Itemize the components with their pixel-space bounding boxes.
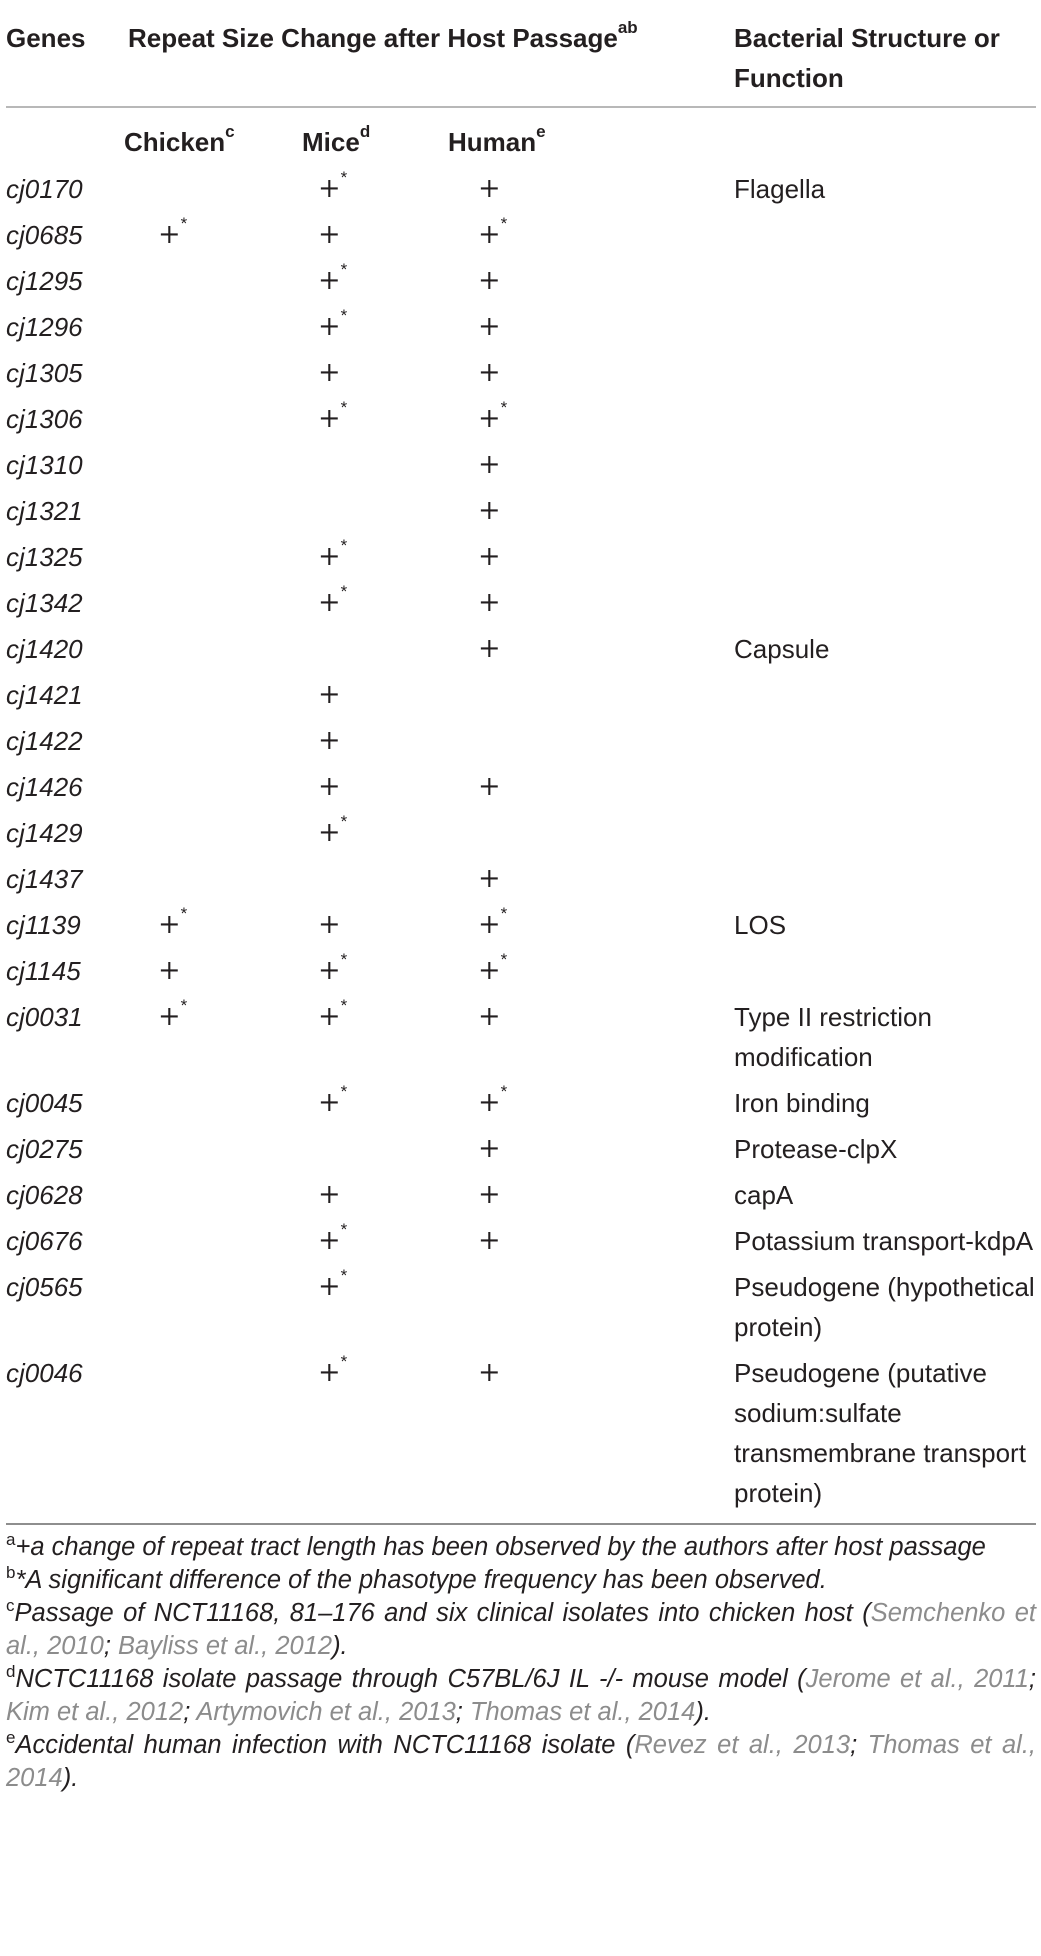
citation-link[interactable]: Kim et al., 2012 bbox=[6, 1698, 184, 1726]
citation-link[interactable]: Jerome et al., 2011 bbox=[805, 1665, 1029, 1693]
gene-cell: cj1296 bbox=[6, 312, 83, 342]
chicken-change-mark: + bbox=[158, 909, 181, 940]
gene-cell: cj1437 bbox=[6, 864, 83, 894]
human-cell bbox=[436, 488, 732, 534]
function-cell: Iron binding bbox=[734, 1088, 870, 1118]
chicken-cell bbox=[116, 1080, 276, 1126]
human-change-mark: + bbox=[478, 863, 501, 894]
table-row bbox=[6, 258, 1036, 304]
human-change-mark: + bbox=[478, 771, 501, 802]
gene-cell: cj1295 bbox=[6, 266, 83, 296]
human-cell bbox=[436, 304, 732, 350]
mice-cell bbox=[276, 1218, 436, 1264]
mice-change-mark: + bbox=[318, 173, 341, 204]
human-change-mark: + bbox=[478, 357, 501, 388]
chicken-change-mark: + bbox=[158, 1001, 181, 1032]
human-change-mark: + bbox=[478, 311, 501, 342]
table-row bbox=[6, 212, 1036, 258]
function-cell bbox=[732, 810, 1036, 856]
citation-link[interactable]: Thomas et al., 2014 bbox=[6, 1731, 1036, 1792]
gene-cell: cj0685 bbox=[6, 220, 83, 250]
human-significance-mark: * bbox=[500, 398, 508, 417]
human-cell bbox=[436, 1172, 732, 1218]
mice-significance-mark: * bbox=[340, 1352, 348, 1371]
chicken-cell bbox=[116, 1172, 276, 1218]
mice-change-mark: + bbox=[318, 357, 341, 388]
table-row bbox=[6, 672, 1036, 718]
chicken-cell bbox=[116, 994, 276, 1080]
chicken-cell bbox=[116, 1264, 276, 1350]
table-row bbox=[6, 718, 1036, 764]
mice-change-mark: + bbox=[318, 219, 341, 250]
human-cell bbox=[436, 902, 732, 948]
mice-cell bbox=[276, 350, 436, 396]
mice-significance-mark: * bbox=[340, 812, 348, 831]
function-cell: Type II restriction modification bbox=[734, 1002, 932, 1072]
mice-cell bbox=[276, 718, 436, 764]
mice-cell bbox=[276, 1264, 436, 1350]
human-cell bbox=[436, 212, 732, 258]
mice-significance-mark: * bbox=[340, 168, 348, 187]
human-cell bbox=[436, 672, 732, 718]
chicken-cell bbox=[116, 948, 276, 994]
mice-cell bbox=[276, 534, 436, 580]
function-cell bbox=[732, 258, 1036, 304]
gene-cell: cj0031 bbox=[6, 1002, 83, 1032]
mice-change-mark: + bbox=[318, 771, 341, 802]
mice-change-mark: + bbox=[318, 955, 341, 986]
mice-cell bbox=[276, 810, 436, 856]
chicken-cell bbox=[116, 672, 276, 718]
human-cell bbox=[436, 1126, 732, 1172]
table-row bbox=[6, 1080, 1036, 1126]
human-cell bbox=[436, 994, 732, 1080]
human-cell bbox=[436, 1350, 732, 1524]
chicken-cell bbox=[116, 626, 276, 672]
human-cell bbox=[436, 580, 732, 626]
human-significance-mark: * bbox=[500, 950, 508, 969]
header-human: Human$^e$ bbox=[448, 122, 546, 157]
chicken-cell bbox=[116, 580, 276, 626]
header-mice: Mice$^d$ bbox=[302, 122, 371, 157]
footnote-a: $^a$+a change of repeat tract length has been observed by the authors after host passage bbox=[6, 1530, 986, 1561]
function-cell bbox=[732, 534, 1036, 580]
gene-cell: cj1305 bbox=[6, 358, 83, 388]
table-row bbox=[6, 534, 1036, 580]
mice-cell bbox=[276, 396, 436, 442]
mice-change-mark: + bbox=[318, 403, 341, 434]
table-row bbox=[6, 304, 1036, 350]
chicken-cell bbox=[116, 258, 276, 304]
table-row bbox=[6, 1218, 1036, 1264]
mice-significance-mark: * bbox=[340, 1082, 348, 1101]
table-row bbox=[6, 1172, 1036, 1218]
mice-cell bbox=[276, 442, 436, 488]
mice-cell bbox=[276, 258, 436, 304]
chicken-cell bbox=[116, 442, 276, 488]
chicken-significance-mark: * bbox=[180, 904, 188, 923]
table-row bbox=[6, 948, 1036, 994]
function-cell: capA bbox=[734, 1180, 794, 1210]
chicken-cell bbox=[116, 166, 276, 212]
gene-cell: cj0275 bbox=[6, 1134, 83, 1164]
human-cell bbox=[436, 1264, 732, 1350]
table-row bbox=[6, 810, 1036, 856]
header-structure: Bacterial Structure or Function bbox=[734, 23, 1000, 93]
mice-cell bbox=[276, 764, 436, 810]
mice-change-mark: + bbox=[318, 1179, 341, 1210]
mice-change-mark: + bbox=[318, 679, 341, 710]
table-row bbox=[6, 442, 1036, 488]
mice-cell bbox=[276, 626, 436, 672]
chicken-change-mark: + bbox=[158, 219, 181, 250]
citation-link[interactable]: Thomas et al., 2014 bbox=[469, 1698, 696, 1726]
mice-cell bbox=[276, 1172, 436, 1218]
human-cell bbox=[436, 948, 732, 994]
function-cell bbox=[732, 212, 1036, 258]
function-cell bbox=[732, 396, 1036, 442]
footnotes bbox=[6, 1525, 1036, 1795]
gene-cell: cj0628 bbox=[6, 1180, 83, 1210]
table-row bbox=[6, 350, 1036, 396]
human-change-mark: + bbox=[478, 1225, 501, 1256]
human-change-mark: + bbox=[478, 219, 501, 250]
gene-cell: cj1421 bbox=[6, 680, 83, 710]
gene-cell: cj1426 bbox=[6, 772, 83, 802]
gene-cell: cj1342 bbox=[6, 588, 83, 618]
mice-cell bbox=[276, 856, 436, 902]
human-change-mark: + bbox=[478, 173, 501, 204]
table-body bbox=[6, 166, 1036, 1524]
mice-change-mark: + bbox=[318, 817, 341, 848]
function-cell: Flagella bbox=[734, 174, 826, 204]
gene-cell: cj0045 bbox=[6, 1088, 83, 1118]
chicken-cell bbox=[116, 212, 276, 258]
mice-change-mark: + bbox=[318, 909, 341, 940]
table-row bbox=[6, 488, 1036, 534]
mice-cell bbox=[276, 994, 436, 1080]
gene-cell: cj1429 bbox=[6, 818, 83, 848]
chicken-cell bbox=[116, 304, 276, 350]
citation-link[interactable]: Semchenko et al., 2010 bbox=[6, 1599, 1036, 1660]
function-cell: Capsule bbox=[734, 634, 830, 664]
mice-change-mark: + bbox=[318, 541, 341, 572]
chicken-significance-mark: * bbox=[180, 996, 188, 1015]
human-significance-mark: * bbox=[500, 214, 508, 233]
human-cell bbox=[436, 626, 732, 672]
header-chicken: Chicken$^c$ bbox=[124, 122, 235, 157]
footnote-b: $^b$*A significant difference of the phasotype frequency has been observed. bbox=[6, 1563, 827, 1594]
chicken-cell bbox=[116, 902, 276, 948]
human-change-mark: + bbox=[478, 541, 501, 572]
gene-repeat-table bbox=[6, 0, 1036, 1525]
human-cell bbox=[436, 258, 732, 304]
gene-cell: cj1310 bbox=[6, 450, 83, 480]
footnote-d: $^d$NCTC11168 isolate passage through C57BL/6J IL -/- mouse model (Jerome et al., 2011; Kim et al., 2012; Artymovich et al., 2013; Thomas et al., 2014). bbox=[6, 1662, 1036, 1726]
table-row bbox=[6, 1264, 1036, 1350]
gene-cell: cj1422 bbox=[6, 726, 83, 756]
chicken-cell bbox=[116, 856, 276, 902]
human-significance-mark: * bbox=[500, 904, 508, 923]
mice-change-mark: + bbox=[318, 265, 341, 296]
function-cell bbox=[732, 304, 1036, 350]
mice-cell bbox=[276, 1350, 436, 1524]
human-change-mark: + bbox=[478, 1357, 501, 1388]
human-cell bbox=[436, 350, 732, 396]
chicken-cell bbox=[116, 1126, 276, 1172]
gene-cell: cj0170 bbox=[6, 174, 83, 204]
gene-cell: cj0046 bbox=[6, 1358, 83, 1388]
footnote-c: $^c$Passage of NCT11168, 81–176 and six clinical isolates into chicken host (Semchenko et al., 2010; Bayliss et al., 2012). bbox=[6, 1596, 1036, 1660]
function-cell bbox=[732, 856, 1036, 902]
function-cell: LOS bbox=[734, 910, 787, 940]
gene-cell: cj0565 bbox=[6, 1272, 83, 1302]
human-cell bbox=[436, 1218, 732, 1264]
human-cell bbox=[436, 718, 732, 764]
human-cell bbox=[436, 166, 732, 212]
human-change-mark: + bbox=[478, 633, 501, 664]
mice-significance-mark: * bbox=[340, 996, 348, 1015]
human-cell bbox=[436, 442, 732, 488]
mice-significance-mark: * bbox=[340, 1266, 348, 1285]
mice-change-mark: + bbox=[318, 1087, 341, 1118]
table-row bbox=[6, 166, 1036, 212]
human-change-mark: + bbox=[478, 955, 501, 986]
function-cell bbox=[732, 718, 1036, 764]
table-header bbox=[6, 0, 1036, 166]
mice-cell bbox=[276, 166, 436, 212]
mice-significance-mark: * bbox=[340, 582, 348, 601]
function-cell bbox=[732, 442, 1036, 488]
table-row bbox=[6, 994, 1036, 1080]
human-change-mark: + bbox=[478, 449, 501, 480]
mice-cell bbox=[276, 1126, 436, 1172]
human-change-mark: + bbox=[478, 909, 501, 940]
human-change-mark: + bbox=[478, 403, 501, 434]
citation-link[interactable]: Revez et al., 2013 bbox=[634, 1731, 851, 1759]
table-row bbox=[6, 764, 1036, 810]
citation-link[interactable]: Artymovich et al., 2013 bbox=[196, 1698, 456, 1726]
header-repeat-change: Repeat Size Change after Host Passage$^{ab}$ bbox=[128, 18, 638, 53]
mice-significance-mark: * bbox=[340, 1220, 348, 1239]
gene-cell: cj1306 bbox=[6, 404, 83, 434]
human-change-mark: + bbox=[478, 1087, 501, 1118]
mice-significance-mark: * bbox=[340, 306, 348, 325]
chicken-change-mark: + bbox=[158, 955, 181, 986]
human-cell bbox=[436, 764, 732, 810]
table-row bbox=[6, 902, 1036, 948]
mice-change-mark: + bbox=[318, 1001, 341, 1032]
mice-significance-mark: * bbox=[340, 536, 348, 555]
table-row bbox=[6, 580, 1036, 626]
table-row bbox=[6, 1126, 1036, 1172]
function-cell: Protease-clpX bbox=[734, 1134, 898, 1164]
gene-cell: cj1321 bbox=[6, 496, 83, 526]
chicken-cell bbox=[116, 810, 276, 856]
mice-cell bbox=[276, 212, 436, 258]
human-cell bbox=[436, 856, 732, 902]
mice-cell bbox=[276, 1080, 436, 1126]
function-cell: Pseudogene (hypothetical protein) bbox=[734, 1272, 1035, 1342]
function-cell bbox=[732, 350, 1036, 396]
function-cell bbox=[732, 580, 1036, 626]
mice-cell bbox=[276, 304, 436, 350]
chicken-significance-mark: * bbox=[180, 214, 188, 233]
mice-cell bbox=[276, 580, 436, 626]
mice-change-mark: + bbox=[318, 587, 341, 618]
chicken-cell bbox=[116, 718, 276, 764]
function-cell: Pseudogene (putative sodium:sulfate transmembrane transport protein) bbox=[734, 1358, 1026, 1508]
mice-significance-mark: * bbox=[340, 950, 348, 969]
human-cell bbox=[436, 1080, 732, 1126]
table-row bbox=[6, 856, 1036, 902]
chicken-cell bbox=[116, 1218, 276, 1264]
mice-significance-mark: * bbox=[340, 398, 348, 417]
human-cell bbox=[436, 396, 732, 442]
mice-change-mark: + bbox=[318, 1357, 341, 1388]
chicken-cell bbox=[116, 1350, 276, 1524]
human-significance-mark: * bbox=[500, 1082, 508, 1101]
chicken-cell bbox=[116, 350, 276, 396]
header-genes: Genes bbox=[6, 23, 86, 53]
chicken-cell bbox=[116, 534, 276, 580]
mice-cell bbox=[276, 488, 436, 534]
mice-change-mark: + bbox=[318, 725, 341, 756]
mice-change-mark: + bbox=[318, 1271, 341, 1302]
chicken-cell bbox=[116, 488, 276, 534]
mice-cell bbox=[276, 948, 436, 994]
mice-cell bbox=[276, 902, 436, 948]
human-cell bbox=[436, 810, 732, 856]
footnote-e: $^e$Accidental human infection with NCTC11168 isolate (Revez et al., 2013; Thomas et al., 2014). bbox=[6, 1728, 1036, 1792]
gene-cell: cj1420 bbox=[6, 634, 83, 664]
function-cell bbox=[732, 672, 1036, 718]
table-row bbox=[6, 1350, 1036, 1524]
human-cell bbox=[436, 534, 732, 580]
gene-cell: cj0676 bbox=[6, 1226, 83, 1256]
citation-link[interactable]: Bayliss et al., 2012 bbox=[118, 1632, 333, 1660]
human-change-mark: + bbox=[478, 1001, 501, 1032]
human-change-mark: + bbox=[478, 587, 501, 618]
table-row bbox=[6, 396, 1036, 442]
mice-change-mark: + bbox=[318, 311, 341, 342]
mice-change-mark: + bbox=[318, 1225, 341, 1256]
mice-cell bbox=[276, 672, 436, 718]
mice-significance-mark: * bbox=[340, 260, 348, 279]
table-row bbox=[6, 626, 1036, 672]
human-change-mark: + bbox=[478, 1133, 501, 1164]
chicken-cell bbox=[116, 764, 276, 810]
function-cell bbox=[732, 948, 1036, 994]
function-cell bbox=[732, 488, 1036, 534]
chicken-cell bbox=[116, 396, 276, 442]
human-change-mark: + bbox=[478, 495, 501, 526]
gene-cell: cj1145 bbox=[6, 956, 81, 986]
human-change-mark: + bbox=[478, 1179, 501, 1210]
gene-cell: cj1325 bbox=[6, 542, 83, 572]
function-cell bbox=[732, 764, 1036, 810]
gene-cell: cj1139 bbox=[6, 910, 81, 940]
human-change-mark: + bbox=[478, 265, 501, 296]
function-cell: Potassium transport-kdpA bbox=[734, 1226, 1034, 1256]
